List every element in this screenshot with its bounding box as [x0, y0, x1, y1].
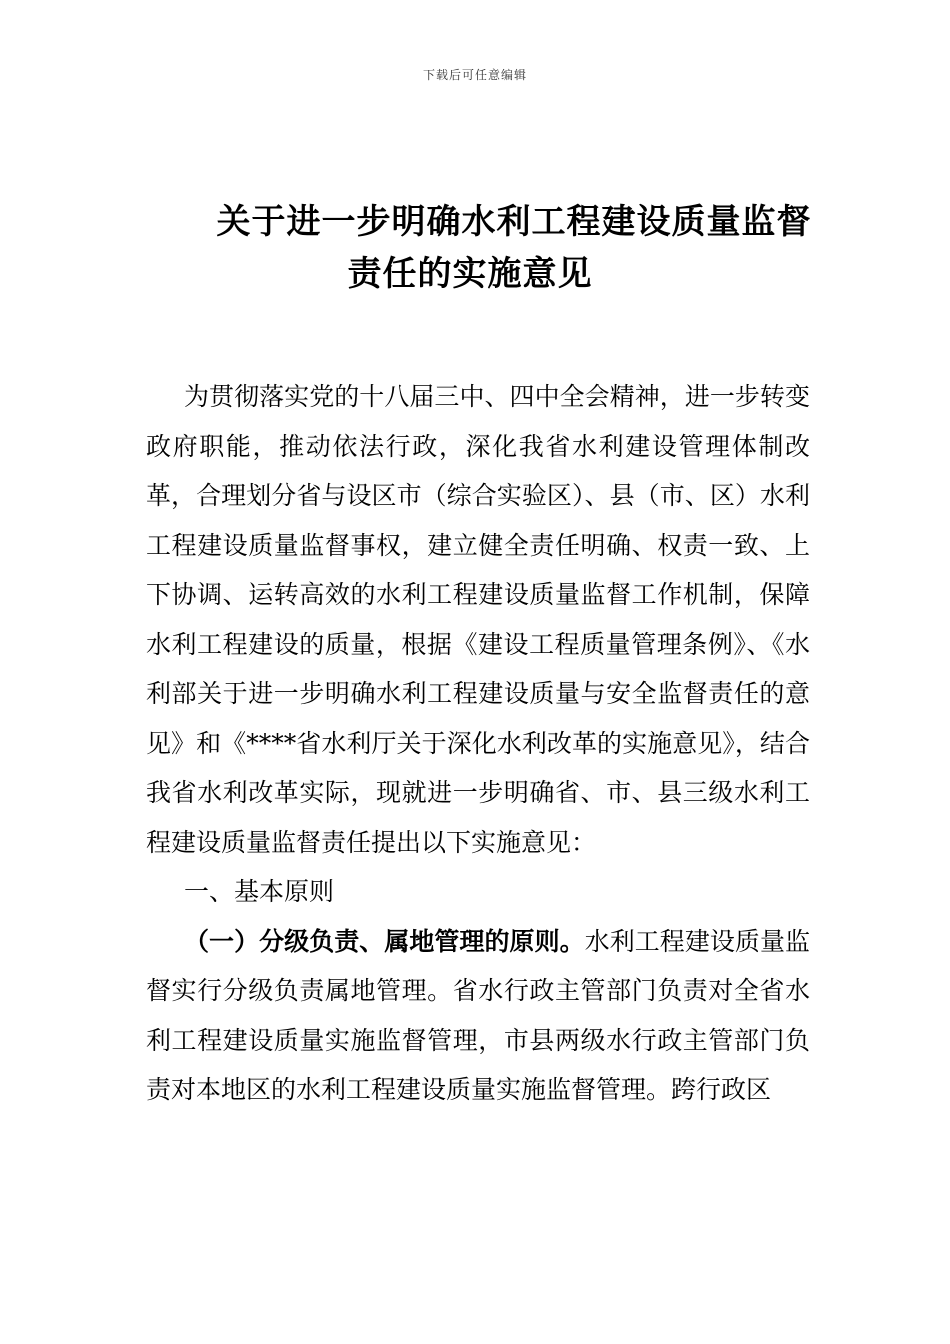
- document-title: [150, 196, 840, 300]
- principle-1-text: 水利工程建设质量监督实行分级负责属地管理。省水行政主管部门负责对全省水利工程建设质量实施监督管理，市县两级水行政主管部门负责对本地区的水利工程建设质量实施监督管理。跨行政区: [146, 926, 810, 1104]
- document-body: [146, 372, 810, 1115]
- section-heading-basic-principles: 一、基本原则: [184, 877, 335, 906]
- header-note: 下载后可任意编辑: [422, 68, 527, 82]
- intro-paragraph: 为贯彻落实党的十八届三中、四中全会精神，进一步转变政府职能，推动依法行政，深化我省水利建设管理体制改革，合理划分省与设区市（综合实验区）、县（市、区）水利工程建设质量监督事权，建立健全责任明确、权责一致、上下协调、运转高效的水利工程建设质量监督工作机制，保障水利工程建设的质量，根据《建设工程质量管理条例》、《水利部关于进一步明确水利工程建设质量与安全监督责任的意见》和《****省水利厅关于深化水利改革的实施意见》，结合我省水利改革实际，现就进一步明确省、市、县三级水利工程建设质量监督责任提出以下实施意见：: [146, 382, 810, 857]
- title-line-2: 责任的实施意见: [347, 254, 593, 294]
- title-line-1: 关于进一步明确水利工程建设质量监督: [216, 202, 812, 242]
- principle-1-paragraph: [146, 917, 810, 1115]
- principle-1-lead: （一）分级负责、属地管理的原则。: [184, 926, 585, 956]
